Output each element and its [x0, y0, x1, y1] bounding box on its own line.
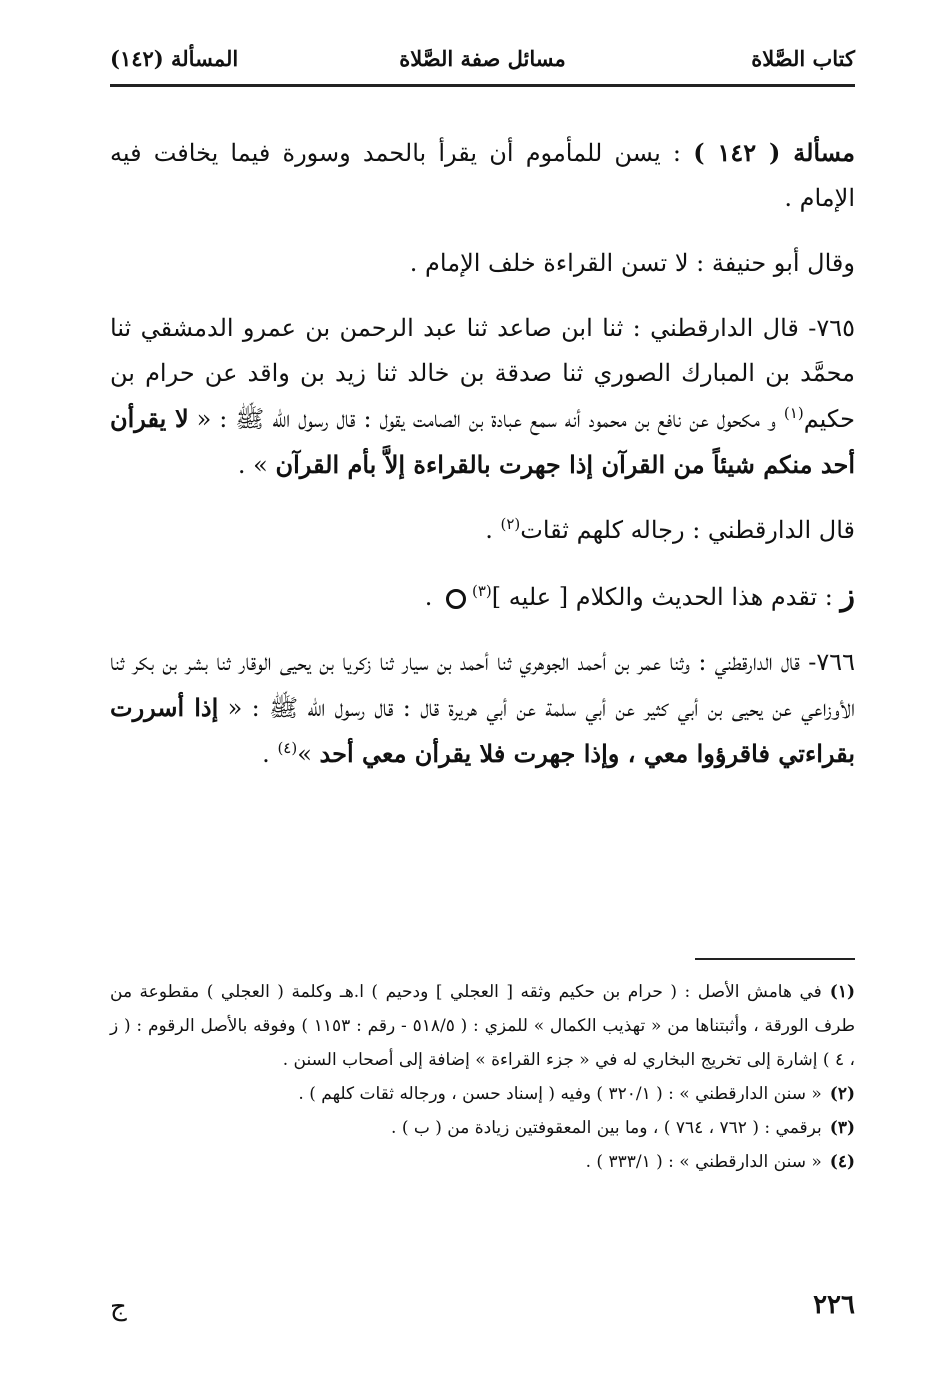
paragraph-hadith-766	[110, 640, 855, 777]
footnote-number: (٣)	[829, 1118, 855, 1138]
footnote-number: (١)	[829, 982, 855, 1002]
paragraph-daraqutni-grading	[110, 508, 855, 553]
footnote-4	[110, 1145, 855, 1179]
abu-hanifa-text: وقال أبو حنيفة : لا تسن القراءة خلف الإمام .	[409, 249, 855, 277]
hadith-766-chain: ٧٦٦- قال الدارقطني : وثنا عمر بن أحمد الجوهري ثنا أحمد بن سيار ثنا زكريا بن يحيى الوقار ثنا بشر بن بكر ثنا الأوزاعي عن يحيى بن أبي كثير عن أبي سلمة عن أبي هريرة قال : قال رسول الله ﷺ : «	[110, 648, 855, 722]
paragraph-hadith-765	[110, 306, 855, 488]
footnote-ref-2: (٢)	[500, 515, 521, 533]
zay-marker: ز	[840, 578, 855, 613]
footnote-number: (٢)	[829, 1084, 855, 1104]
header-book-title: كتاب الصَّلاة	[751, 46, 855, 71]
footnote-ref-3: (٣)	[471, 582, 492, 600]
page-number: ٢٢٦	[813, 1290, 855, 1320]
header-section-title: مسائل صفة الصَّلاة	[399, 46, 566, 71]
footnote-1	[110, 975, 855, 1077]
signature-mark: ج	[110, 1292, 127, 1322]
issue-heading: مسألة ( ١٤٢ )	[693, 138, 855, 167]
footnote-ref-4: (٤)	[277, 739, 298, 757]
zay-text: : تقدم هذا الحديث والكلام [ عليه ]	[491, 583, 841, 611]
footnote-divider	[695, 958, 855, 960]
issue-text: : يسن للمأموم أن يقرأ بالحمد وسورة فيما يخافت فيه الإمام .	[110, 139, 855, 212]
hadith-765-matn: لا يقرأن أحد منكم شيئاً من القرآن إذا جهرت بالقراءة إلاَّ بأم القرآن	[110, 404, 855, 479]
footnote-number: (٤)	[829, 1152, 855, 1172]
footnote-text: « سنن الدارقطني » : ( ٣٣٣/١ ) .	[585, 1152, 822, 1172]
grading-text: قال الدارقطني : رجاله كلهم ثقات	[520, 516, 855, 544]
header-issue-number: المسألة (١٤٢)	[110, 46, 239, 71]
hadith-766-close: »	[297, 740, 320, 768]
hadith-765-chain-cont: و مكحول عن نافع بن محمود أنه سمع عبادة بن الصامت يقول : قال رسول الله ﷺ : «	[188, 405, 784, 433]
footnote-text: في هامش الأصل : ( حرام بن حكيم وثقه [ العجلي ] ودحيم ) ا.هـ وكلمة ( العجلي ) مقطوعة من طرف الورقة ، وأثبتناها من « تهذيب الكمال » للمزي : ( ٥١٨/٥ - رقم : ١١٥٣ ) وفوقه بالأصل الرقوم : ( ز ، ٤ ) إشارة إلى تخريج البخاري له في « جزء القراءة » إضافة إلى أصحاب السنن .	[110, 982, 855, 1070]
hadith-765-end: » .	[237, 451, 276, 479]
hadith-766-end: .	[262, 740, 278, 768]
footnote-2	[110, 1077, 855, 1111]
zay-end: .	[424, 583, 440, 611]
footnote-text: « سنن الدارقطني » : ( ٣٢٠/١ ) وفيه ( إسناد حسن ، ورجاله ثقات كلهم ) .	[298, 1084, 822, 1104]
hadith-766-matn: إذا أسررت بقراءتي فاقرؤوا معي ، وإذا جهرت فلا يقرأن معي أحد	[110, 693, 855, 768]
running-header	[110, 40, 855, 87]
footnote-3	[110, 1111, 855, 1145]
grading-end: .	[485, 516, 501, 544]
hadith-765-chain: ٧٦٥- قال الدارقطني : ثنا ابن صاعد ثنا عبد الرحمن بن عمرو الدمشقي ثنا محمَّد بن المبارك الصوري ثنا صدقة بن خالد ثنا زيد بن واقد عن حرام بن حكيم	[110, 314, 855, 433]
footnotes	[110, 975, 855, 1179]
paragraph-abu-hanifa	[110, 241, 855, 286]
paragraph-issue	[110, 130, 855, 221]
footnote-text: برقمي : ( ٧٦٢ ، ٧٦٤ ) ، وما بين المعقوفتين زيادة من ( ب ) .	[391, 1118, 822, 1138]
main-text	[110, 130, 855, 797]
footnote-ref-1: (١)	[783, 404, 804, 422]
circle-icon	[446, 589, 466, 609]
paragraph-zay	[110, 573, 855, 620]
